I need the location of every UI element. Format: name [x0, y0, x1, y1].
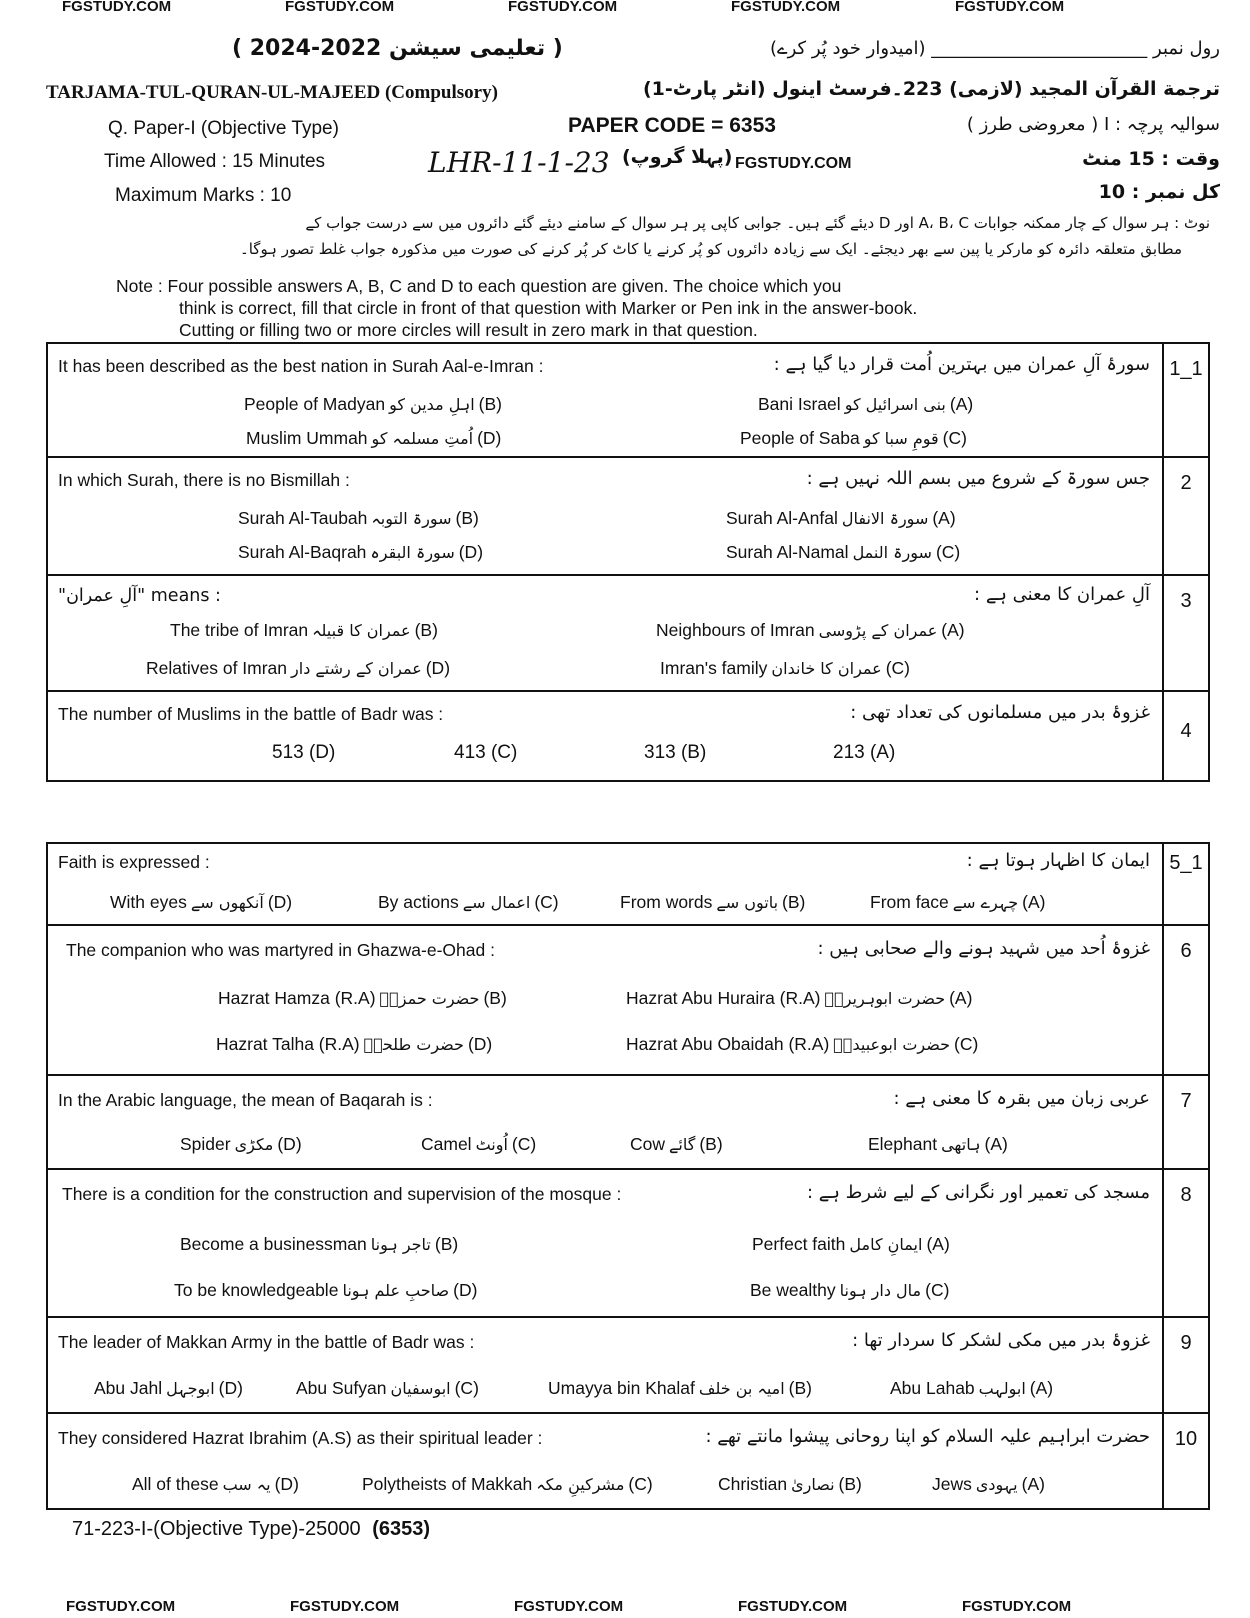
option-a: From face چہرے سے (A): [870, 892, 1046, 912]
questions-box-1: [46, 342, 1210, 782]
question-number: 5_1: [1162, 844, 1208, 924]
question-text-en: The leader of Makkan Army in the battle of Badr was :: [58, 1332, 475, 1352]
option-c: Hazrat Abu Obaidah (R.A) حضرت ابوعبیدہؓ (C): [626, 1034, 979, 1054]
footer-paper-code: (6353): [372, 1518, 431, 1540]
paper-type-en: Q. Paper-I (Objective Type): [108, 118, 339, 139]
time-allowed-ur: وقت : 15 منٹ: [1082, 148, 1220, 170]
question-number: 3: [1162, 576, 1208, 690]
option-d: Abu Jahl ابوجہل (D): [94, 1378, 243, 1398]
option-d: Surah Al-Baqrah سورۃ البقرہ (D): [238, 542, 484, 562]
question-number: 6: [1162, 926, 1208, 1074]
subject-title-en: TARJAMA-TUL-QURAN-UL-MAJEED (Compulsory): [46, 82, 498, 103]
question-row-4: [48, 692, 1208, 780]
question-number: 1_1: [1162, 344, 1208, 456]
option-c: Be wealthy مال دار ہونا (C): [750, 1280, 950, 1300]
note-en-line3: Cutting or filling two or more circles will result in zero mark in that question.: [179, 320, 758, 340]
option-d: To be knowledgeable صاحبِ علم ہونا (D): [174, 1280, 478, 1300]
watermark-bottom-4: FGSTUDY.COM: [738, 1598, 848, 1615]
questions-box-2: [46, 842, 1210, 1510]
note-ur-line1: نوٹ : ہر سوال کے چار ممکنہ جوابات A، B، C اور D دیئے گئے ہیں۔ جوابی کاپی پر ہر سوال کے سامنے دیئے گئے دائروں میں سے درست جواب کے: [305, 214, 1210, 232]
option-c: Imran's family عمران کا خاندان (C): [660, 658, 910, 678]
question-text-en: Faith is expressed :: [58, 852, 210, 872]
option-a: 213 (A): [833, 742, 896, 763]
option-d: Hazrat Talha (R.A) حضرت طلحہؓ (D): [216, 1034, 493, 1054]
option-a: Neighbours of Imran عمران کے پڑوسی (A): [656, 620, 965, 640]
paper-type-ur: سوالیہ پرچہ : I ( معروضی طرز ): [966, 114, 1220, 135]
question-text-ur: عربی زبان میں بقرہ کا معنی ہے :: [893, 1088, 1150, 1109]
question-text-ur: مسجد کی تعمیر اور نگرانی کے لیے شرط ہے :: [807, 1182, 1150, 1203]
note-en-line2: think is correct, fill that circle in front of that question with Marker or Pen ink in the answer-book.: [179, 298, 918, 318]
question-number: 4: [1162, 692, 1208, 780]
watermark-bottom-5: FGSTUDY.COM: [962, 1598, 1072, 1615]
option-a: Jews یہودی (A): [932, 1474, 1045, 1494]
option-c: Polytheists of Makkah مشرکینِ مکہ (C): [362, 1474, 653, 1494]
question-text-en: It has been described as the best nation in Surah Aal-e-Imran :: [58, 356, 544, 376]
paper-code: PAPER CODE = 6353: [568, 114, 776, 137]
option-d: Muslim Ummah اُمتِ مسلمہ کو (D): [246, 428, 502, 448]
question-text-en: The number of Muslims in the battle of Badr was :: [58, 704, 444, 724]
option-b: 313 (B): [644, 742, 707, 763]
option-b: People of Madyan اہلِ مدین کو (B): [244, 394, 502, 414]
session-label: ( تعلیمی سیشن 2022-2024 ): [232, 36, 563, 61]
option-b: Christian نصاریٰ (B): [718, 1474, 862, 1494]
question-row-1: [48, 344, 1208, 458]
option-c: Abu Sufyan ابوسفیان (C): [296, 1378, 479, 1398]
question-text-ur: جس سورۃ کے شروع میں بسم اللہ نہیں ہے :: [806, 468, 1150, 489]
option-a: Hazrat Abu Huraira (R.A) حضرت ابوہریرہؓ (A): [626, 988, 973, 1008]
time-allowed-en: Time Allowed : 15 Minutes: [104, 151, 326, 172]
option-a: Elephant ہاتھی (A): [868, 1134, 1008, 1154]
watermark-top-4: FGSTUDY.COM: [731, 0, 841, 15]
question-text-en: "آلِ عمران" means :: [58, 586, 221, 606]
note-ur-line2: مطابق متعلقہ دائرہ کو مارکر یا پین سے بھر دیجئے۔ ایک سے زیادہ دائروں کو پُر کرنے یا کاٹ کر پُر کرنے کی صورت میں مذکورہ جواب غلط تصور ہوگا۔: [239, 240, 1182, 258]
option-b: Become a businessman تاجر ہونا (B): [180, 1234, 459, 1254]
question-text-ur: ایمان کا اظہار ہوتا ہے :: [966, 850, 1150, 871]
watermark-bottom-1: FGSTUDY.COM: [66, 1598, 176, 1615]
max-marks-en: Maximum Marks : 10: [115, 185, 292, 206]
question-text-ur: غزوۂ بدر میں مکی لشکر کا سردار تھا :: [852, 1330, 1150, 1351]
watermark-top-1: FGSTUDY.COM: [62, 0, 172, 15]
question-row-9: [48, 1318, 1208, 1414]
question-row-7: [48, 1076, 1208, 1170]
footer-code: [72, 1518, 430, 1541]
option-a: Abu Lahab ابولہب (A): [890, 1378, 1054, 1398]
question-text-en: The companion who was martyred in Ghazwa-e-Ohad :: [66, 940, 495, 960]
question-text-ur: آلِ عمران کا معنی ہے :: [974, 584, 1150, 605]
group-label-ur: (پہلا گروپ): [622, 146, 733, 168]
option-c: People of Saba قومِ سبا کو (C): [740, 428, 967, 448]
roll-number-line: رول نمبر ________________________ (امیدوار خود پُر کرے): [770, 38, 1220, 59]
watermark-top-5: FGSTUDY.COM: [955, 0, 1065, 15]
option-b: Cow گائے (B): [630, 1134, 723, 1154]
question-text-en: In which Surah, there is no Bismillah :: [58, 470, 350, 490]
subject-title-ur: ترجمة القرآن المجید (لازمی) 223۔فرسٹ اینول (انٹر پارٹ-1): [642, 78, 1220, 100]
note-en-line1: Note : Four possible answers A, B, C and D to each question are given. The choice which you: [116, 276, 842, 296]
option-b: Umayya bin Khalaf امیہ بن خلف (B): [548, 1378, 812, 1398]
watermark-top-3: FGSTUDY.COM: [508, 0, 618, 15]
question-text-ur: غزوۂ اُحد میں شہید ہونے والے صحابی ہیں :: [817, 938, 1150, 959]
watermark-bottom-2: FGSTUDY.COM: [290, 1598, 400, 1615]
question-text-ur: سورۂ آلِ عمران میں بہترین اُمت قرار دیا گیا ہے :: [773, 354, 1150, 375]
option-b: The tribe of Imran عمران کا قبیلہ (B): [170, 620, 438, 640]
option-d: Spider مکڑی (D): [180, 1134, 302, 1154]
question-number: 9: [1162, 1318, 1208, 1412]
question-row-3: [48, 576, 1208, 692]
watermark-top-2: FGSTUDY.COM: [285, 0, 395, 15]
question-row-6: [48, 926, 1208, 1076]
question-number: 10: [1162, 1414, 1208, 1508]
watermark-bottom-3: FGSTUDY.COM: [514, 1598, 624, 1615]
question-text-ur: حضرت ابراہیم علیہ السلام کو اپنا روحانی پیشوا مانتے تھے :: [705, 1426, 1150, 1447]
option-a: Surah Al-Anfal سورۃ الانفال (A): [726, 508, 956, 528]
option-a: Perfect faith ایمانِ کامل (A): [752, 1234, 950, 1254]
watermark-inline: FGSTUDY.COM: [735, 155, 852, 172]
max-marks-ur: کل نمبر : 10: [1098, 181, 1220, 203]
option-a: Bani Israel بنی اسرائیل کو (A): [758, 394, 974, 414]
option-b: Hazrat Hamza (R.A) حضرت حمزہؓ (B): [218, 988, 507, 1008]
option-d: 513 (D): [272, 742, 336, 763]
question-text-ur: غزوۂ بدر میں مسلمانوں کی تعداد تھی :: [850, 702, 1150, 723]
question-text-en: In the Arabic language, the mean of Baqarah is :: [58, 1090, 433, 1110]
option-d: All of these یہ سب (D): [132, 1474, 299, 1494]
option-b: From words باتوں سے (B): [620, 892, 806, 912]
question-row-5: [48, 844, 1208, 926]
option-d: With eyes آنکھوں سے (D): [110, 892, 293, 912]
question-row-2: [48, 458, 1208, 576]
option-c: By actions اعمال سے (C): [378, 892, 559, 912]
footer-code-text: 71-223-I-(Objective Type)-25000: [72, 1518, 361, 1540]
question-text-en: They considered Hazrat Ibrahim (A.S) as their spiritual leader :: [58, 1428, 543, 1448]
option-c: Camel اُونٹ (C): [421, 1134, 537, 1154]
question-text-en: There is a condition for the construction and supervision of the mosque :: [62, 1184, 622, 1204]
question-number: 2: [1162, 458, 1208, 574]
question-number: 7: [1162, 1076, 1208, 1168]
handwritten-code: LHR-11-1-23: [428, 146, 610, 179]
option-d: Relatives of Imran عمران کے رشتے دار (D): [146, 658, 451, 678]
question-number: 8: [1162, 1170, 1208, 1316]
option-c: 413 (C): [454, 742, 518, 763]
question-row-8: [48, 1170, 1208, 1318]
question-row-10: [48, 1414, 1208, 1508]
option-c: Surah Al-Namal سورۃ النمل (C): [726, 542, 961, 562]
option-b: Surah Al-Taubah سورۃ التوبہ (B): [238, 508, 479, 528]
